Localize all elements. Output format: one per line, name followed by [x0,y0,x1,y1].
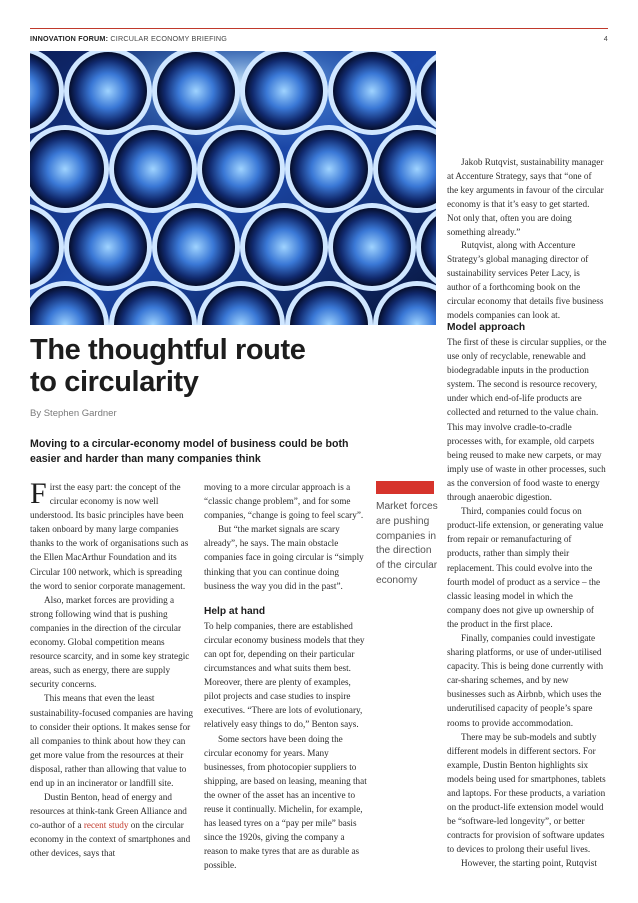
page-header [30,34,608,46]
pullquote-accent-bar [376,481,434,494]
body-paragraph [30,477,195,593]
body-paragraph: However, the starting point, Rutqvist [461,858,597,869]
pipes-photo [30,51,436,325]
pullquote: Market forces are pushing companies in the direction of the circular economy [376,501,438,586]
body-column-2 [204,480,368,872]
body-paragraph: Also, market forces are providing a strong following wind that is pushing companies in the direction of the circular economy. Global competition means resource scarcity, and in some key strategic areas, such as energy, there are supply security concerns. [30,594,190,690]
body-paragraph: There may be sub-models and subtly different models in different sectors. For example, Dustin Benton highlights six models being used for smartphones, tablets and laptops. For these products, a variation on the product-life extension model would be “software-led longevity”, or better contracts for provision of software updates to devices to prolong their useful lives. [447,731,606,855]
pipe-opening [114,130,192,208]
paragraph-text: on the circular economy in the context of smartphones and other devices, says that [30,820,191,859]
pipes-illustration [30,51,436,325]
body-paragraph: The first of these is circular supplies, or the use only of recyclable, renewable and biodegradable inputs in the production system. The second is resource recovery, under which end-of-life products are collected and returned to the value chain. This may involve cradle-to-cradle processes with, for example, old carpets being reused to make new carpets, or may imply use of waste in other processes, such as the conversion of food waste to energy through anaerobic digestion. [447,337,607,503]
paragraph-text: Dustin Benton, head of energy and resources at think-tank Green Alliance and co-author of a [30,792,187,831]
body-paragraph: This means that even the least sustainability-focused companies are having to consider their options. It makes sense for all companies to think about how they can get more value from the resources at their disposal, rather than allowing that value to end up in an incinerator or landfill site. [30,693,194,788]
body-paragraph: Third, companies could focus on product-life extension, or generating value from repair or remanufacturing of products, rather than simply their replacement. This could evolve into the fourth model of product as a service – the classic leasing model in which the company does not give up ownership of the product in the first place. [447,506,604,629]
paragraph-text: irst the easy part: the concept of the circular economy is now well understood. Its basic principles have been taken onboard by many large companies thanks to the work of organisations such as the Ellen MacArthur Foundation and its Circular 100 network, which is spreading the word to senior corporate management. [30,482,189,591]
subheading: Help at hand [204,605,266,617]
pipe-opening [290,130,368,208]
pipe-opening [333,208,411,286]
subheading: Model approach [447,322,526,333]
title-line: The thoughtful route [30,334,306,366]
pipe-opening [202,130,280,208]
pipe-opening [69,52,147,130]
body-paragraph [30,790,195,860]
aside-paragraph: Rutqvist, along with Accenture Strategy’s global managing director of sustainability services Peter Lacy, is author of a forthcoming book on the circular economy that details five business models companies can look at. [447,240,604,320]
forum-label: INNOVATION FORUM: [30,34,109,43]
page-number: 4 [603,34,608,43]
title-line: to circularity [30,366,199,398]
pipe-opening [333,52,411,130]
aside-paragraph: Jakob Rutqvist, sustainability manager at Accenture Strategy, says that “one of the key arguments in favour of the circular economy is that it’s easy to get started. Not only that, often you are doing something already.” [447,157,604,237]
body-column-3 [447,321,607,871]
body-paragraph: To help companies, there are established circular economy business models that they can opt for, depending on their particular circumstances and what suits them best. Moreover, there are plenty of examples, pilot projects and case studies to inspire executives. “There are lots of evolutionary, relatively easy things to do,” Benton says. [204,620,365,730]
article-title [30,334,350,398]
standfirst: Moving to a circular-economy model of business could be both easier and harder than many companies think [30,438,349,465]
body-column-1 [30,477,195,861]
byline: By Stephen Gardner [30,408,117,419]
aside-column [447,156,605,323]
section-label: CIRCULAR ECONOMY BRIEFING [110,34,228,43]
header-rule [30,28,608,29]
drop-cap: F [30,477,47,510]
body-paragraph: Some sectors have been doing the circular economy for years. Many businesses, from photocopier suppliers to shipping, are based on leasing, meaning that the owner of the asset has an incentive to reuse it continually. Michelin, for example, has leased tyres on a “pay per mile” basis since the 1920s, giving the company a reason to make tyres that are as durable as possible. [204,733,367,871]
pipe-opening [245,52,323,130]
pipe-opening [245,208,323,286]
body-paragraph: But “the market signals are scary already”, he says. The main obstacle companies face in going circular is “simply thinking that you can continue doing business the way you did in the past”. [204,524,364,591]
pipe-opening [157,52,235,130]
recent-study-link[interactable]: recent study [83,820,129,831]
pipe-opening [157,208,235,286]
body-paragraph: Finally, companies could investigate sharing platforms, or use of under-utilised capacity. This is being done currently with car-sharing schemes, and by new businesses such as Airbnb, which uses the underutilised capacity of people’s spare rooms to provide accommodation. [447,632,604,728]
pipe-opening [69,208,147,286]
body-paragraph: moving to a more circular approach is a “classic change problem”, and for some companies, “change is going to feel scary”. [204,482,364,521]
